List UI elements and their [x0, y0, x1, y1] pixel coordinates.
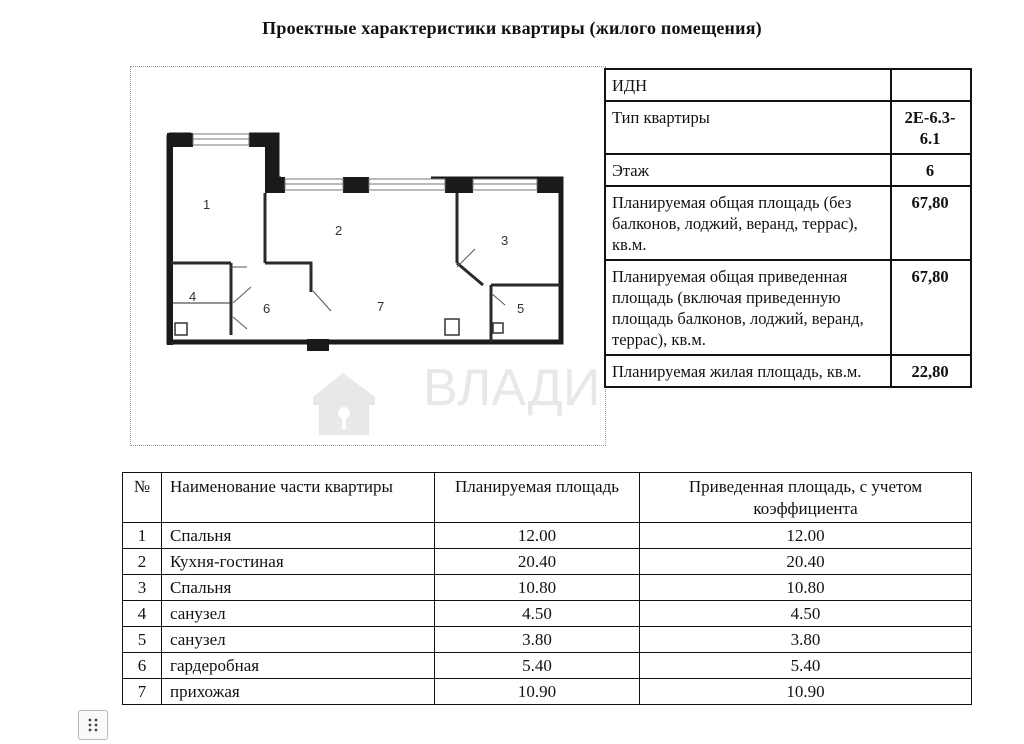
floor-plan — [130, 66, 606, 446]
room-number-6: 6 — [263, 301, 271, 316]
row-reduced: 10.90 — [640, 679, 972, 705]
row-reduced: 3.80 — [640, 627, 972, 653]
header-planned-area: Планируемая площадь — [435, 473, 640, 523]
row-name: прихожая — [162, 679, 435, 705]
header-name: Наименование части квартиры — [162, 473, 435, 523]
room-number-5: 5 — [517, 301, 525, 316]
spec-value: 22,80 — [891, 355, 971, 387]
table-row — [123, 523, 972, 549]
row-name: гардеробная — [162, 653, 435, 679]
room-number-3: 3 — [501, 233, 509, 248]
table-row — [123, 575, 972, 601]
spec-label: ИДН — [605, 69, 891, 101]
page-title: Проектные характеристики квартиры (жилого помещения) — [262, 18, 762, 38]
row-name: Кухня-гостиная — [162, 549, 435, 575]
row-name: санузел — [162, 627, 435, 653]
row-area: 3.80 — [435, 627, 640, 653]
apartment-specs-table — [604, 68, 972, 388]
fixtures — [175, 319, 503, 335]
spec-label: Планируемая жилая площадь, кв.м. — [605, 355, 891, 387]
floor-plan-drawing — [131, 67, 607, 447]
row-name: санузел — [162, 601, 435, 627]
spec-value — [891, 69, 971, 101]
row-number: 7 — [123, 679, 162, 705]
table-row — [123, 653, 972, 679]
row-area: 20.40 — [435, 549, 640, 575]
door-swings — [231, 249, 505, 329]
header-reduced-area: Приведенная площадь, с учетом коэффициента — [640, 473, 972, 523]
spec-value: 6 — [891, 154, 971, 186]
spec-value: 67,80 — [891, 186, 971, 260]
row-reduced: 4.50 — [640, 601, 972, 627]
row-area: 12.00 — [435, 523, 640, 549]
spec-label: Планируемая общая приведенная площадь (включая приведенную площадь балконов, лоджий, веранд, террас), кв.м. — [605, 260, 891, 355]
row-number: 5 — [123, 627, 162, 653]
spec-row — [605, 186, 971, 260]
row-number: 4 — [123, 601, 162, 627]
row-name: Спальня — [162, 523, 435, 549]
row-number: 3 — [123, 575, 162, 601]
row-area: 10.90 — [435, 679, 640, 705]
header-number: № — [123, 473, 162, 523]
room-number-1: 1 — [203, 197, 211, 212]
spec-value: 2Е-6.3-6.1 — [891, 101, 971, 154]
table-row — [123, 627, 972, 653]
table-row — [123, 601, 972, 627]
spec-row — [605, 355, 971, 387]
room-number-7: 7 — [377, 299, 385, 314]
drag-handle-icon — [87, 717, 99, 733]
row-number: 1 — [123, 523, 162, 549]
room-number-4: 4 — [189, 289, 197, 304]
spec-value: 67,80 — [891, 260, 971, 355]
spec-label: Планируемая общая площадь (без балконов, лоджий, веранд, террас), кв.м. — [605, 186, 891, 260]
row-number: 6 — [123, 653, 162, 679]
row-area: 5.40 — [435, 653, 640, 679]
spec-label: Тип квартиры — [605, 101, 891, 154]
row-area: 10.80 — [435, 575, 640, 601]
interior-walls — [171, 193, 561, 342]
spec-row — [605, 69, 971, 101]
room-numbers — [189, 197, 524, 316]
row-reduced: 20.40 — [640, 549, 972, 575]
watermark — [313, 359, 600, 435]
row-area: 4.50 — [435, 601, 640, 627]
row-reduced: 12.00 — [640, 523, 972, 549]
table-move-handle[interactable] — [78, 710, 108, 740]
rooms-area-table — [122, 472, 972, 705]
table-row — [123, 679, 972, 705]
watermark-text: ВЛАДИ — [423, 359, 601, 417]
spec-row — [605, 154, 971, 186]
row-reduced: 5.40 — [640, 653, 972, 679]
row-name: Спальня — [162, 575, 435, 601]
row-number: 2 — [123, 549, 162, 575]
table-header-row — [123, 473, 972, 523]
row-reduced: 10.80 — [640, 575, 972, 601]
spec-row — [605, 260, 971, 355]
spec-row — [605, 101, 971, 154]
table-row — [123, 549, 972, 575]
room-number-2: 2 — [335, 223, 343, 238]
spec-label: Этаж — [605, 154, 891, 186]
